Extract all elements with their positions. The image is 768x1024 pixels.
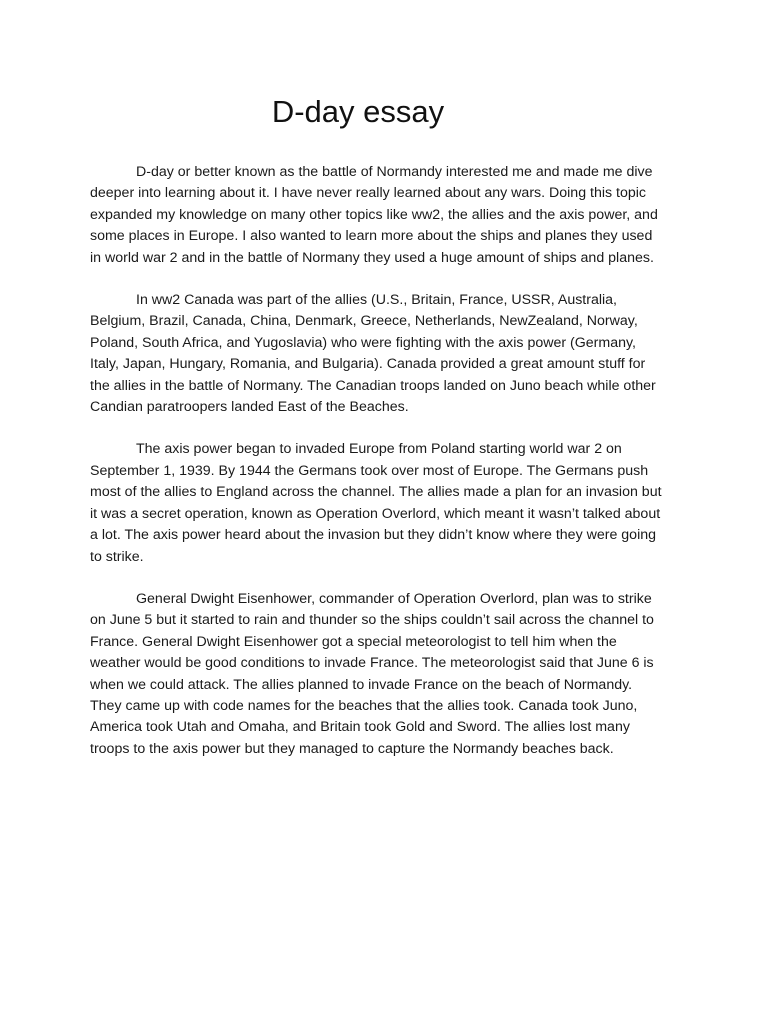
paragraph-4: General Dwight Eisenhower, commander of Operation Overlord, plan was to strike on June 5 but it started to rain and thunder so the ships couldn’t sail across the channel to France. General Dwight Eisenhower got a special meteorologist to tell him when the weather would be good conditions to invade France. The meteorologist said that June 6 is when we could attack. The allies planned to invade France on the beach of Normandy. They came up with code names for the beaches that the allies took. Canada took Juno, America took Utah and Omaha, and Britain took Gold and Sword. The allies lost many troops to the axis power but they managed to capture the Normandy beaches back. bbox=[90, 590, 654, 757]
paragraph-1: D-day or better known as the battle of Normandy interested me and made me dive deeper into learning about it. I have never really learned about any wars. Doing this topic expanded my knowledge on many other topics like ww2, the allies and the axis power, and some places in Europe. I also wanted to learn more about the ships and planes they used in world war 2 and in the battle of Normany they used a huge amount of ships and planes. bbox=[90, 164, 658, 266]
document-title: D-day essay bbox=[271, 94, 445, 129]
paragraph-3: The axis power began to invaded Europe from Poland starting world war 2 on September 1, 1939. By 1944 the Germans took over most of Europe. The Germans push most of the allies to England across the channel. The allies made a plan for an invasion but it was a secret operation, known as Operation Overlord, which meant it wasn’t talked about a lot. The axis power heard about the invasion but they didn’t know where they were going to strike. bbox=[90, 441, 662, 565]
document-body bbox=[90, 162, 663, 781]
paragraph-2: In ww2 Canada was part of the allies (U.S., Britain, France, USSR, Australia, Belgium, Brazil, Canada, China, Denmark, Greece, Netherlands, NewZealand, Norway, Poland, South Africa, and Yugoslavia) who were fighting with the axis power (Germany, Italy, Japan, Hungary, Romania, and Bulgaria). Canada provided a great amount stuff for the allies in the battle of Normany. The Canadian troops landed on Juno beach while other Candian paratroopers landed East of the Beaches. bbox=[90, 292, 656, 416]
